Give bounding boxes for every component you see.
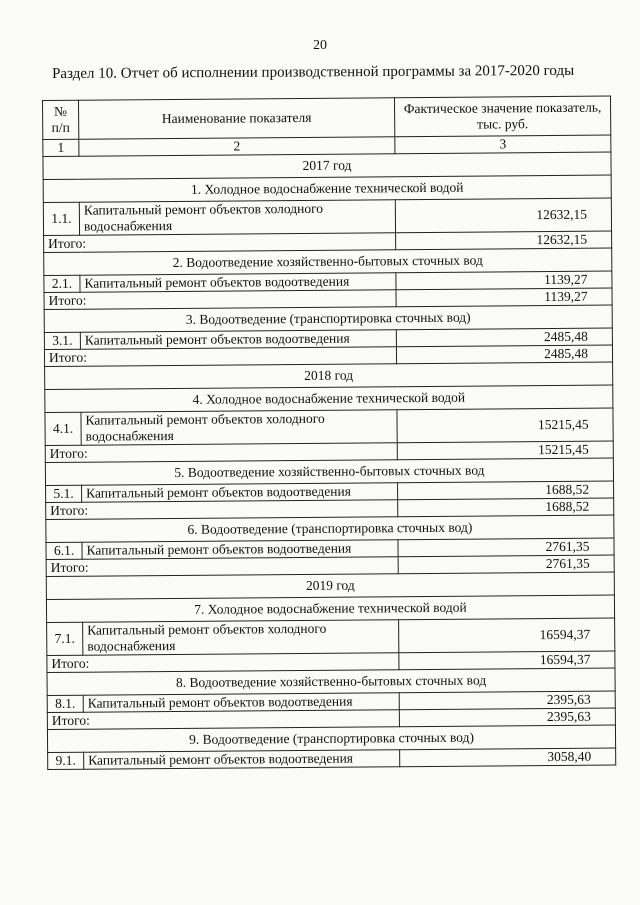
total-value: 16594,37 bbox=[399, 651, 615, 670]
item-name: Капитальный ремонт объектов холодного водоснабжения bbox=[79, 200, 395, 235]
report-table-body bbox=[43, 96, 616, 769]
total-value: 15215,45 bbox=[397, 441, 613, 460]
item-row bbox=[43, 198, 611, 235]
total-label: Итого: bbox=[44, 290, 396, 310]
header-value: Фактическое значение показатель, тыс. руб. bbox=[394, 96, 610, 137]
total-value: 1688,52 bbox=[398, 498, 614, 517]
total-value: 2395,63 bbox=[399, 708, 615, 727]
total-label: Итого: bbox=[47, 710, 399, 730]
section-title: 3. Водоотведение (транспортировка сточных вод) bbox=[44, 305, 612, 332]
total-label: Итого: bbox=[45, 443, 397, 463]
year-label: 2017 год bbox=[43, 152, 611, 179]
section-title: 9. Водоотведение (транспортировка сточных вод) bbox=[47, 725, 615, 752]
total-value: 12632,15 bbox=[396, 231, 612, 250]
total-value: 1139,27 bbox=[396, 288, 612, 307]
item-name: Капитальный ремонт объектов водоотведения bbox=[82, 483, 398, 502]
report-sheet bbox=[42, 96, 615, 770]
item-name: Капитальный ремонт объектов водоотведения bbox=[84, 750, 400, 769]
item-number: 4.1. bbox=[45, 412, 81, 445]
report-table bbox=[42, 96, 616, 770]
year-label: 2018 год bbox=[45, 362, 613, 389]
item-number: 2.1. bbox=[44, 275, 80, 292]
section-title: 6. Водоотведение (транспортировка сточных вод) bbox=[46, 515, 614, 542]
total-label: Итого: bbox=[44, 347, 396, 367]
total-label: Итого: bbox=[47, 653, 399, 673]
item-value: 1688,52 bbox=[398, 481, 614, 500]
section-title: 2. Водоотведение хозяйственно-бытовых сточных вод bbox=[44, 248, 612, 275]
item-number: 1.1. bbox=[43, 202, 79, 235]
section-title: 8. Водоотведение хозяйственно-бытовых сточных вод bbox=[47, 668, 615, 695]
year-label: 2019 год bbox=[46, 572, 614, 599]
col-index-1: 1 bbox=[43, 139, 79, 156]
item-number: 6.1. bbox=[46, 542, 82, 559]
header-name: Наименование показателя bbox=[79, 98, 395, 139]
item-name: Капитальный ремонт объектов холодного водоснабжения bbox=[83, 620, 399, 655]
item-row bbox=[47, 618, 615, 655]
item-value: 3058,40 bbox=[400, 748, 616, 767]
item-value: 16594,37 bbox=[399, 618, 615, 653]
page-number: 20 bbox=[313, 38, 327, 53]
item-name: Капитальный ремонт объектов холодного водоснабжения bbox=[81, 410, 397, 445]
col-index-3: 3 bbox=[395, 135, 611, 154]
item-name: Капитальный ремонт объектов водоотведения bbox=[82, 540, 398, 559]
section-title: 1. Холодное водоснабжение технической водой bbox=[43, 175, 611, 202]
item-number: 3.1. bbox=[44, 332, 80, 349]
col-index-2: 2 bbox=[79, 137, 395, 156]
item-row bbox=[48, 748, 616, 769]
total-value: 2761,35 bbox=[398, 555, 614, 574]
section-title: 7. Холодное водоснабжение технической водой bbox=[46, 595, 614, 622]
item-number: 5.1. bbox=[46, 485, 82, 502]
total-label: Итого: bbox=[44, 233, 396, 253]
item-name: Капитальный ремонт объектов водоотведения bbox=[83, 693, 399, 712]
item-number: 8.1. bbox=[47, 695, 83, 712]
item-name: Капитальный ремонт объектов водоотведения bbox=[80, 273, 396, 292]
total-value: 2485,48 bbox=[396, 345, 612, 364]
item-value: 2485,48 bbox=[396, 328, 612, 347]
item-number: 7.1. bbox=[47, 622, 83, 655]
item-value: 2395,63 bbox=[399, 691, 615, 710]
document-title: Раздел 10. Отчет об исполнении производственной программы за 2017-2020 годы bbox=[52, 62, 575, 82]
item-value: 15215,45 bbox=[397, 408, 613, 443]
item-number: 9.1. bbox=[48, 752, 84, 769]
header-num: № п/п bbox=[43, 100, 79, 139]
item-value: 12632,15 bbox=[395, 198, 611, 233]
item-name: Капитальный ремонт объектов водоотведения bbox=[80, 330, 396, 349]
total-label: Итого: bbox=[46, 557, 398, 577]
item-row bbox=[45, 408, 613, 445]
header-row bbox=[43, 96, 611, 139]
item-value: 2761,35 bbox=[398, 538, 614, 557]
section-title: 5. Водоотведение хозяйственно-бытовых сточных вод bbox=[45, 458, 613, 485]
section-title: 4. Холодное водоснабжение технической водой bbox=[45, 385, 613, 412]
total-label: Итого: bbox=[46, 500, 398, 520]
item-value: 1139,27 bbox=[396, 271, 612, 290]
